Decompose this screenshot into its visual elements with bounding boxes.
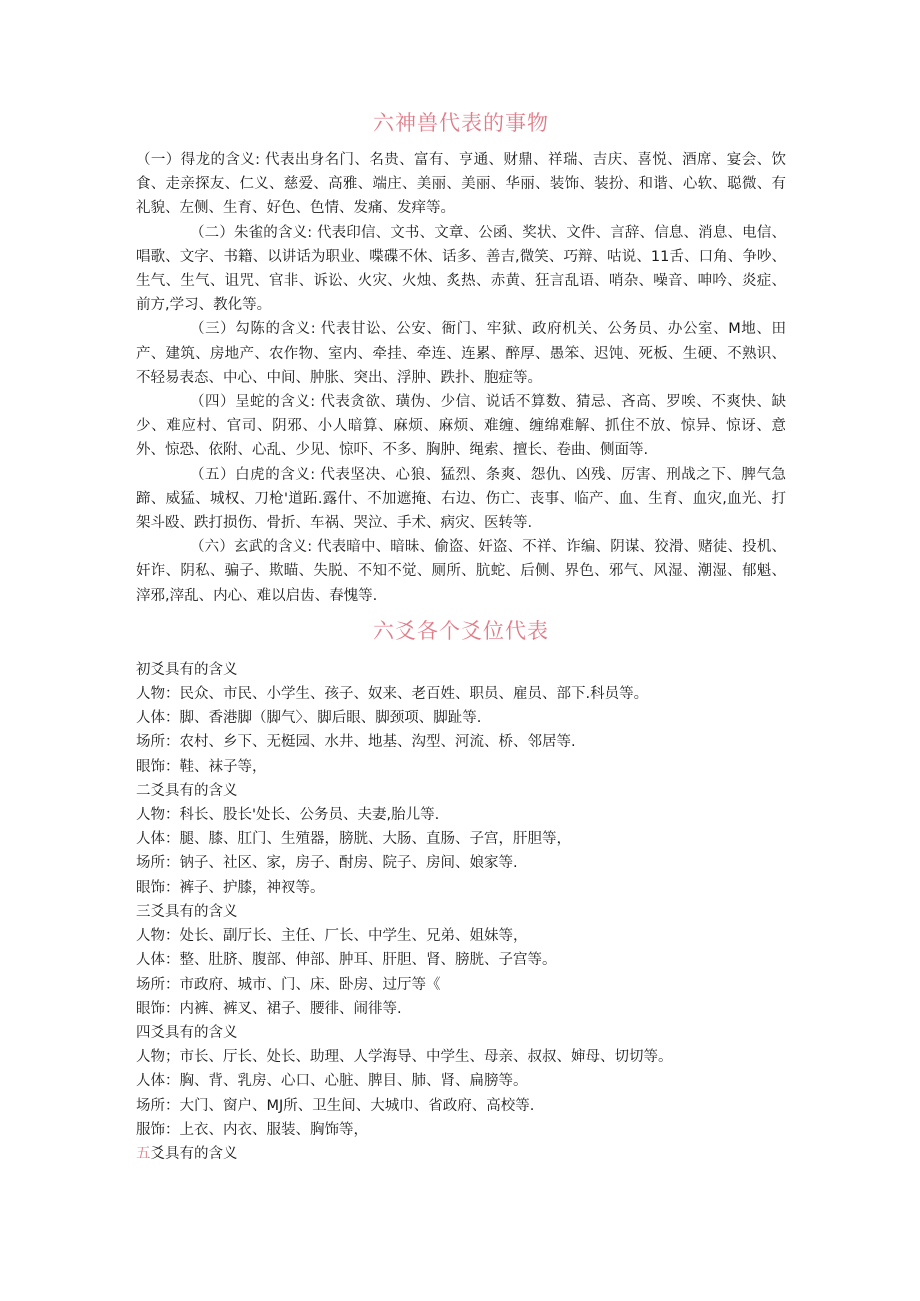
section2-line: 场所：钠子、社区、家，房子、酎房、院子、房间、娘家等. [136, 855, 518, 872]
section2-line: 人物：科长、股长'处长、公务员、夫妻,胎儿等. [136, 807, 440, 824]
section1-paragraph: （二）朱雀的含义: 代表印信、文书、文章、公函、奖状、文件、言辞、信息、消息、电信、唱歌、文字、书籍、以讲话为职业、喋碟不休、话多、善吉,微笑、巧辩、咕说、11舌、口角、争吵、生气、生气、诅咒、官非、诉讼、火灾、火烛、炙热、赤黄、狂言乱语、哨杂、噪音、呻吟、炎症、前方,学习、教化等。 [136, 224, 786, 314]
section2-line: 初爻具有的含义 [136, 661, 238, 678]
section1-title: 六神兽代表的事物 [373, 111, 549, 135]
section2-line: 人物；市长、厅长、处长、助理、人学海导、中学生、母亲、叔叔、婶母、切切等。 [136, 1049, 673, 1066]
section2-line: 场所：大门、窗户、MJ所、卫生间、大城巾、省政府、高校等. [136, 1097, 535, 1114]
section2-line: 人体：腿、膝、肛门、生殖器，膀胱、大肠、直肠、子宫，肝胆等， [136, 831, 571, 848]
section2-line: 场所：市政府、城市、门、床、卧房、过厅等《 [136, 976, 441, 993]
section2-body [136, 658, 786, 1142]
section2-line: 人物：处长、副厅长、主任、厂长、中学生、兄弟、姐妹等， [136, 928, 528, 945]
last-line [136, 1142, 786, 1166]
section2-line: 眼饰：鞋、袜子等， [136, 758, 267, 775]
section1-paragraph: （三）勾陈的含义: 代表甘讼、公安、衙门、牢狱、政府机关、公务员、办公室、M地、田产、建筑、房地产、农作物、室内、牵挂、牵连、连累、醉厚、愚笨、迟饨、死板、生硬、不熟识、不轻易表态、中心、中间、肿胀、突出、浮肿、跌扑、胞症等。 [136, 321, 786, 386]
section2-line: 眼饰：裤子、护膝，神衩等。 [136, 879, 325, 896]
section1-body [136, 148, 786, 608]
section2-title: 六爻各个爻位代表 [373, 618, 549, 643]
section2-line: 服饰：上衣、内衣、服装、胸饰等， [136, 1121, 368, 1138]
section2-line: 人体：脚、香港脚（脚气〉、脚后眼、脚颈项、脚趾等. [136, 710, 482, 727]
section1-paragraph: （四）呈蛇的含义: 代表贪欲、璜伪、少信、说话不算数、猜忌、吝高、罗唉、不爽快、缺少、难应村、官司、阴邪、小人暗算、麻烦、麻烦、难缠、缠绵难解、抓住不放、惊异、惊讶、意外、惊恐、依附、心乱、少见、惊吓、不多、胸肿、绳索、擅长、卷曲、侧面等. [136, 394, 786, 459]
section1-paragraph: （六）玄武的含义: 代表暗中、暗昧、偷盗、奸盗、不祥、诈编、阴谋、狡滑、赌徒、投机、奸诈、阴私、骗子、欺瞄、失脱、不知不觉、厕所、肮蛇、后侧、界色、邪气、风湿、潮湿、郁魁、滓邪,滓乱、内心、难以启齿、春愧等. [136, 539, 786, 604]
section2-line: 人体：整、肚脐、腹部、伸部、肿耳、肝胆、肾、膀胱、子宫等。 [136, 952, 557, 969]
section1-paragraph: （五）白虎的含义: 代表坚决、心狼、猛烈、条爽、怨仇、凶残、厉害、刑战之下、脾气急蹄、威猛、城权、刀枪'道跖.露什、不加遮掩、右边、伤亡、丧事、临产、血、生育、血灾,血光、打架斗殴、跌打损伤、骨折、车祸、哭泣、手术、病灾、医转等. [136, 466, 786, 532]
section2-line: 场所：农村、乡下、无梃园、水井、地基、沟型、河流、桥、邻居等. [136, 734, 576, 751]
section2-line: 眼饰：内裤、裤叉、裙子、腰徘、闹徘等. [136, 1000, 402, 1017]
last-line-accent: 五 [136, 1145, 151, 1162]
section2-line: 三爻具有的含义 [136, 903, 238, 920]
last-line-rest: 爻具有的含义 [150, 1145, 238, 1162]
section2-line: 二爻具有的含义 [136, 782, 238, 799]
document-content [136, 108, 786, 1166]
section2-line: 人物：民众、市民、小学生、孩子、奴来、老百姓、职员、雇员、部下.科员等。 [136, 686, 649, 703]
section2-line: 四爻具有的含义 [136, 1024, 238, 1041]
section1-paragraph: （一）得龙的含义: 代表出身名门、名贵、富有、亨通、财鼎、祥瑞、吉庆、喜悦、酒席、宴会、饮食、走亲探友、仁义、慈爱、高雅、端庄、美丽、美丽、华丽、装饰、装扮、和谐、心软、聪微、有礼貌、左侧、生育、好色、色情、发痛、发痒等。 [136, 152, 786, 217]
section2-line: 人体：胸、背、乳房、心口、心脏、脾目、肺、肾、扁膀等。 [136, 1073, 528, 1090]
